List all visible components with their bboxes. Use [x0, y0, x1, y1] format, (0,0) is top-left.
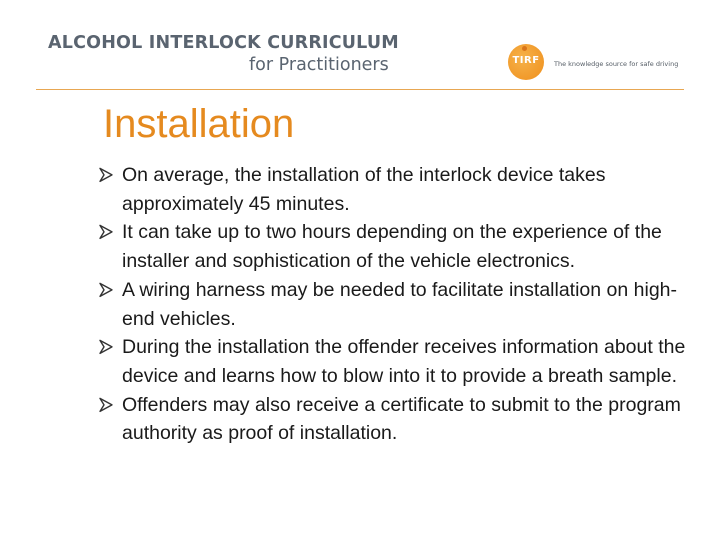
arrowhead-icon — [98, 161, 114, 190]
slide-title: Installation — [103, 102, 295, 146]
arrowhead-icon — [98, 333, 114, 362]
bullet-text: A wiring harness may be needed to facilitate installation on high-end vehicles. — [122, 278, 677, 330]
bullet-item — [98, 333, 708, 390]
arrowhead-icon — [98, 276, 114, 305]
logo-text: TIRF — [512, 55, 540, 66]
bullet-item — [98, 161, 708, 218]
logo-dot — [522, 46, 527, 51]
bullet-item — [98, 391, 708, 448]
header-divider — [36, 89, 684, 90]
bullet-text: On average, the installation of the interlock device takes approximately 45 minutes. — [122, 164, 606, 215]
bullet-text: During the installation the offender receives information about the device and learns how to blow into it to provide a breath sample. — [122, 336, 686, 387]
bullet-text: Offenders may also receive a certificate to submit to the program authority as proof of installation. — [122, 393, 681, 445]
header-subtitle: for Practitioners — [249, 55, 389, 75]
arrowhead-icon — [98, 391, 114, 420]
arrowhead-icon — [98, 218, 114, 247]
tirf-logo — [500, 40, 690, 84]
bullet-text: It can take up to two hours depending on the experience of the installer and sophistication of the vehicle electronics. — [122, 221, 662, 273]
header-title: ALCOHOL INTERLOCK CURRICULUM — [48, 33, 399, 53]
bullet-item — [98, 276, 708, 333]
bullet-item — [98, 218, 708, 275]
logo-tagline: The knowledge source for safe driving — [554, 60, 679, 68]
bullet-list — [98, 161, 708, 448]
